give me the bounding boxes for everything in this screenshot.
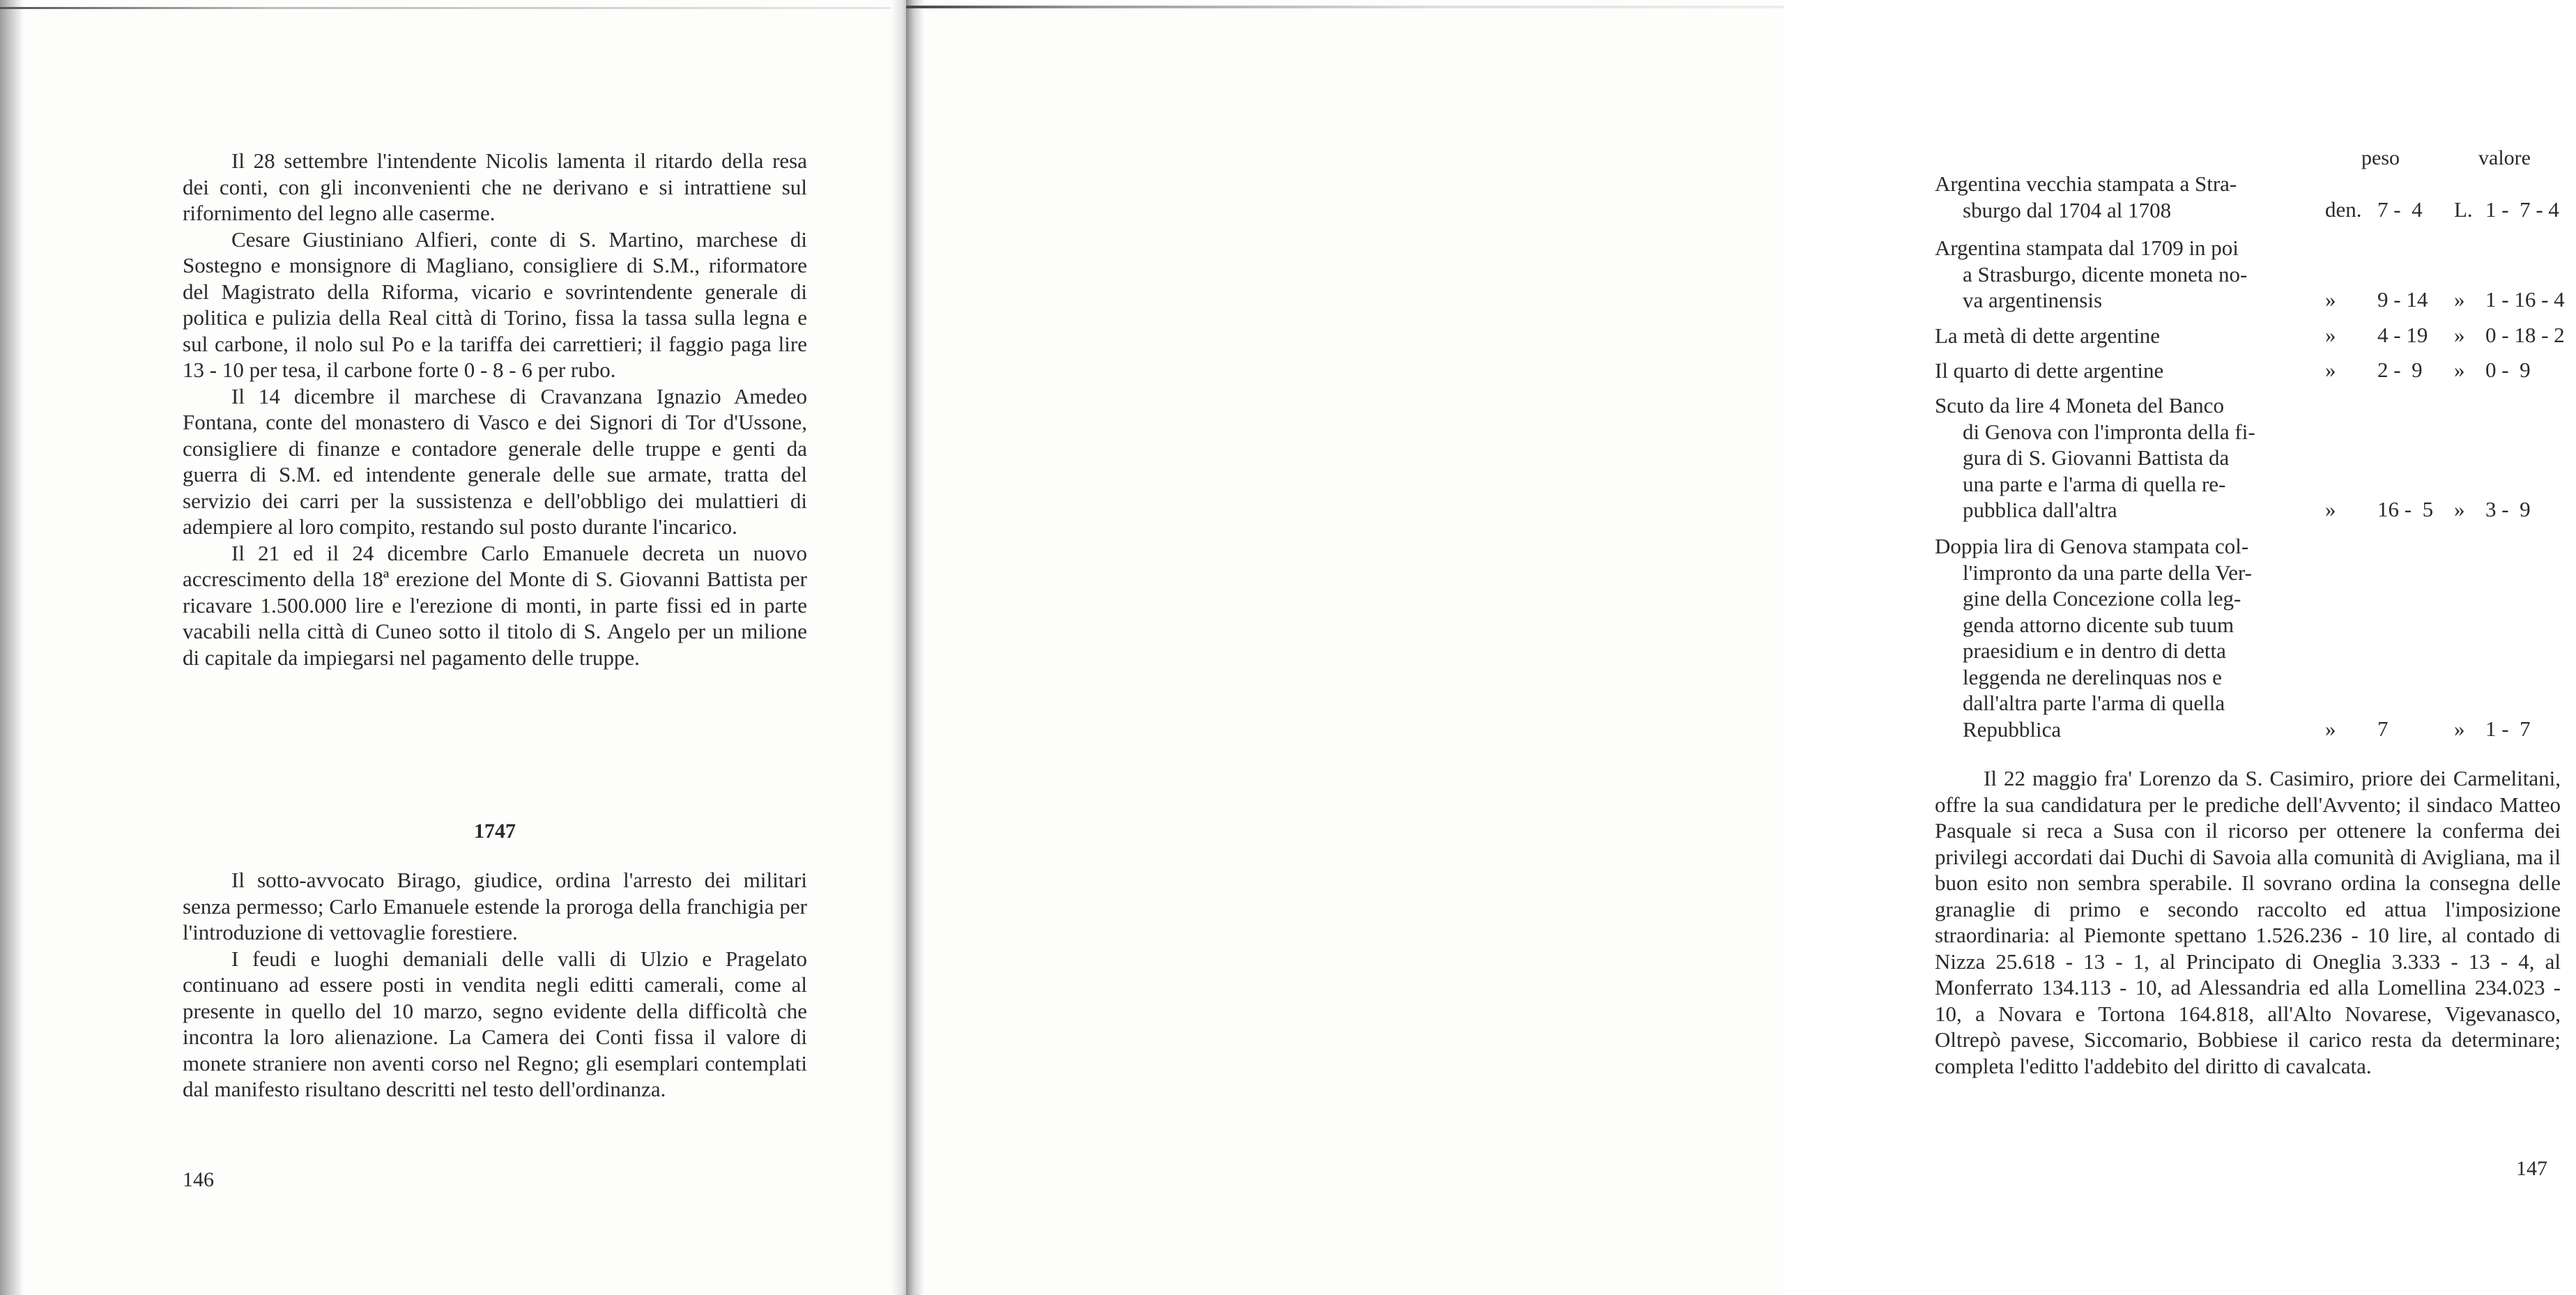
page-top-edge	[906, 6, 1784, 8]
left-body-text-2	[183, 867, 807, 1103]
column-header-peso: peso	[2361, 146, 2400, 169]
page-number: 146	[183, 1168, 214, 1191]
valore-value: 0 - 18 - 2	[2485, 323, 2565, 347]
paragraph: I feudi e luoghi demaniali delle valli di Ulzio e Pragelato continuano ad essere posti in vendita negli editti camerali, come al presente in quello del 10 marzo, segno evidente della difficoltà che incontra la loro alienazione. La Camera dei Conti fissa il valore di monete straniere non aventi corso nel Regno; gli esemplari contemplati dal manifesto risultano descritti nel testo dell'ordinanza.	[183, 946, 807, 1101]
coin-description-line: sburgo dal 1704 al 1708	[1963, 197, 2172, 222]
coin-description-line: a Strasburgo, dicente moneta no-	[1963, 261, 2248, 286]
coin-description-line: Doppia lira di Genova stampata col-	[1935, 534, 2249, 558]
page-edge-shadow	[0, 0, 24, 1295]
left-page	[0, 0, 906, 1295]
coin-description-line: gura di S. Giovanni Battista da	[1963, 445, 2230, 470]
coin-description	[1935, 392, 2287, 523]
peso-value: 4 - 19	[2377, 323, 2428, 347]
paragraph: Il 21 ed il 24 dicembre Carlo Emanuele decreta un nuovo accrescimento della 18ª erezione del Monte di S. Giovanni Battista per ricavare 1.500.000 lire e l'erezione di monti, in parte fissi ed in parte vacabili nella città di Cuneo sotto il titolo di S. Angelo per un milione di capitale da impiegarsi nel pagamento delle truppe.	[183, 540, 807, 670]
gutter-shadow	[891, 0, 906, 1295]
coin-description-line: praesidium e in dentro di detta	[1963, 638, 2226, 663]
coin-description-line: leggenda ne derelinquas nos e	[1963, 664, 2222, 689]
column-header-valore: valore	[2478, 146, 2531, 169]
year-heading: 1747	[474, 820, 516, 843]
right-page	[906, 0, 2565, 1295]
valore-value: 1 - 7 - 4	[2485, 197, 2559, 222]
valore-value: 0 - 9	[2485, 358, 2531, 382]
coin-description-line: va argentinensis	[1963, 288, 2103, 312]
coin-description-line: genda attorno dicente sub tuum	[1963, 612, 2234, 637]
page-number: 147	[2516, 1157, 2547, 1180]
coin-description-line: di Genova con l'impronta della fi-	[1963, 419, 2255, 444]
paragraph: Il 28 settembre l'intendente Nicolis lamenta il ritardo della resa dei conti, con gli inconvenienti che ne derivano e si intrattiene sul rifornimento del legno alle caserme.	[183, 148, 807, 225]
paragraph: Il sotto-avvocato Birago, giudice, ordina l'arresto dei militari senza permesso; Carlo Emanuele estende la proroga della franchigia per l'introduzione di vettovaglie forestiere.	[183, 868, 807, 944]
gutter-shadow	[906, 0, 924, 1295]
coin-description	[1935, 358, 2287, 384]
coin-description	[1935, 533, 2287, 742]
valore-prefix: »	[2454, 358, 2465, 382]
coin-description-line: La metà di dette argentine	[1935, 323, 2161, 348]
peso-prefix: »	[2325, 497, 2336, 521]
coin-description-line: pubblica dall'altra	[1963, 498, 2117, 522]
coin-description-line: Scuto da lire 4 Moneta del Banco	[1935, 393, 2224, 417]
peso-prefix: »	[2325, 323, 2336, 347]
peso-value: 16 - 5	[2377, 497, 2434, 521]
valore-prefix: »	[2454, 323, 2465, 347]
coin-description-line: Repubblica	[1963, 717, 2062, 742]
paragraph: Il 14 dicembre il marchese di Cravanzana Ignazio Amedeo Fontana, conte del monastero di Vasco e dei Signori di Tor d'Ussone, consigliere di finanze e contadore generale delle truppe e genti da guerra di S.M. ed intendente generale delle sue armate, tratta del servizio dei carri per la sussistenza e dell'obbligo dei mulattieri di adempiere al loro compito, restando sul posto durante l'incarico.	[183, 383, 807, 539]
peso-prefix: den.	[2325, 197, 2362, 222]
peso-value: 9 - 14	[2377, 287, 2428, 312]
coin-description	[1935, 235, 2287, 314]
coin-description-line: gine della Concezione colla leg-	[1963, 586, 2241, 611]
coin-description-line: l'impronto da una parte della Ver-	[1963, 560, 2253, 585]
coin-description-line: dall'altra parte l'arma di quella	[1963, 691, 2225, 715]
coin-description-line: Argentina vecchia stampata a Stra-	[1935, 171, 2237, 196]
valore-prefix: »	[2454, 716, 2465, 741]
valore-value: 3 - 9	[2485, 497, 2531, 521]
paragraph: Cesare Giustiniano Alfieri, conte di S. Martino, marchese di Sostegno e monsignore di Magliano, consigliere di S.M., riformatore del Magistrato della Riforma, vicario e sovrintendente generale di politica e pulizia della Real città di Torino, fissa la tassa sulla legna e sul carbone, il nolo sul Po e la tariffa dei carrettieri; il faggio paga lire 13 - 10 per tesa, il carbone forte 0 - 8 - 6 per rubo.	[183, 227, 807, 382]
valore-prefix: L.	[2454, 197, 2473, 222]
peso-prefix: »	[2325, 287, 2336, 312]
valore-prefix: »	[2454, 497, 2465, 521]
valore-value: 1 - 16 - 4	[2485, 287, 2565, 312]
coin-description	[1935, 323, 2287, 349]
peso-value: 7 - 4	[2377, 197, 2423, 222]
peso-prefix: »	[2325, 358, 2336, 382]
peso-value: 2 - 9	[2377, 358, 2423, 382]
peso-prefix: »	[2325, 716, 2336, 741]
paragraph: Il 22 maggio fra' Lorenzo da S. Casimiro, priore dei Carmelitani, offre la sua candidatura per le prediche dell'Avvento; il sindaco Matteo Pasquale si reca a Susa con il ricorso per ottenere la conferma dei privilegi accordati dai Duchi di Savoia alla comunità di Avigliana, ma il buon esito non sembra sperabile. Il sovrano ordina la consegna delle granaglie di primo e secondo raccolto ed attua l'imposizione straordinaria: al Piemonte spettano 1.526.236 - 10 lire, al contado di Nizza 25.618 - 13 - 1, al Principato di Oneglia 3.333 - 13 - 4, al Monferrato 134.113 - 10, ad Alessandria ed alla Lomellina 234.023 - 10, a Novara e Tortona 164.818, all'Alto Novarese, Vigevanasco, Oltrepò pavese, Siccomario, Bobbiese il carico resta da determinare; completa l'editto l'addebito del diritto di cavalcata.	[1935, 766, 2561, 1078]
left-body-text	[183, 148, 807, 671]
page-top-edge	[0, 7, 892, 9]
coin-description-line: Argentina stampata dal 1709 in poi	[1935, 236, 2239, 260]
right-body-text	[1935, 765, 2561, 1079]
valore-value: 1 - 7	[2485, 716, 2531, 741]
peso-value: 7	[2377, 716, 2389, 741]
coin-description	[1935, 171, 2287, 223]
valore-prefix: »	[2454, 287, 2465, 312]
coin-description-line: una parte e l'arma di quella re-	[1963, 471, 2226, 496]
coin-description-line: Il quarto di dette argentine	[1935, 358, 2164, 383]
